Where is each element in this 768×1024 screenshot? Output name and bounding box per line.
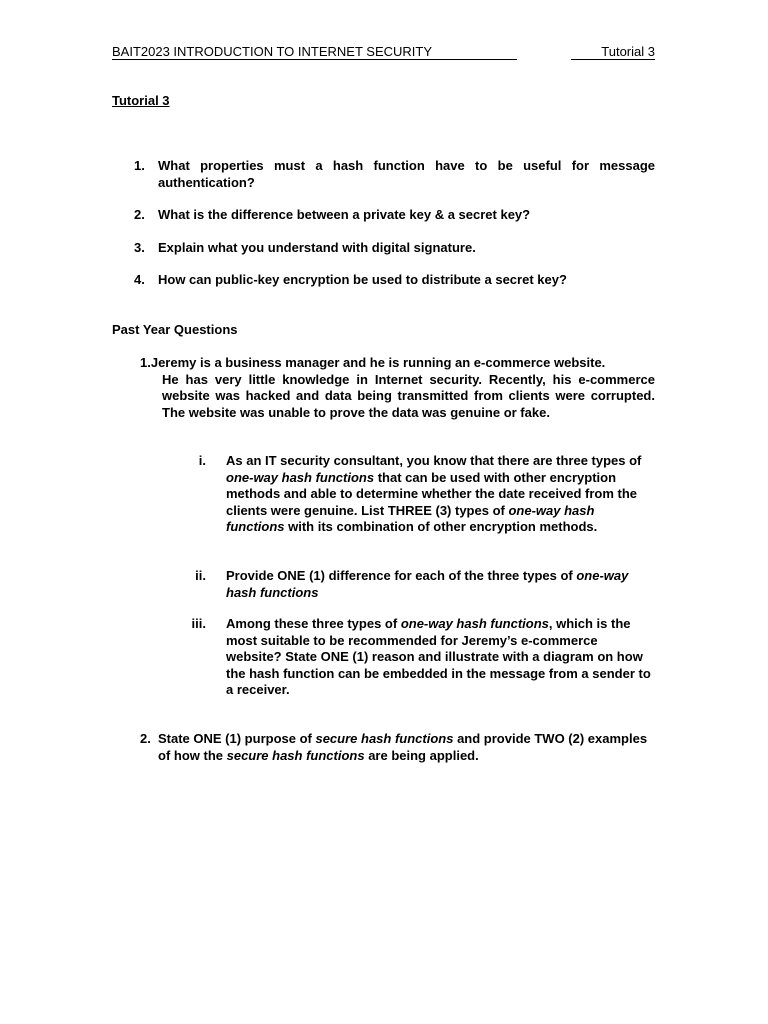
- question-2: [134, 207, 655, 224]
- tutorial-questions: [134, 158, 655, 305]
- sub-question-text: Provide ONE (1) difference for each of the three types of one-way hash functions: [226, 568, 629, 600]
- question-3: [134, 240, 655, 257]
- past-year-question-2: [140, 731, 660, 764]
- sub-question-text: Among these three types of one-way hash functions, which is the most suitable to be recommended for Jeremy’s e-commerce website? State ONE (1) reason and illustrate with a diagram on how the hash function can be embedded in the message from a sender to a receiver.: [226, 616, 651, 697]
- sub-question-number: ii.: [195, 568, 206, 583]
- past-year-question-1: [140, 355, 655, 421]
- page-title: Tutorial 3: [112, 93, 170, 108]
- header-underline: [112, 59, 517, 60]
- question-text: How can public-key encryption be used to distribute a secret key?: [158, 272, 567, 287]
- question-text: What properties must a hash function have to be useful for message authentication?: [158, 158, 655, 190]
- question-lead: 1.Jeremy is a business manager and he is running an e-commerce website.: [140, 355, 606, 370]
- question-number: 1.: [134, 158, 145, 173]
- question-4: [134, 272, 655, 289]
- question-number: 2.: [134, 207, 145, 222]
- question-number: 3.: [134, 239, 145, 255]
- sub-question-number: i.: [198, 453, 206, 468]
- sub-question-text: As an IT security consultant, you know that there are three types of one-way hash functions that can be used with other encryption methods and able to determine whether the date received from the clients were genuine. List THREE (3) types of one-way hash functions with its combination of other encryption methods.: [226, 453, 642, 534]
- question-text: State ONE (1) purpose of secure hash functions and provide TWO (2) examples of how the secure hash functions are being applied.: [158, 731, 648, 763]
- question-text: Explain what you understand with digital signature.: [158, 239, 476, 255]
- header-underline-right: [571, 59, 655, 60]
- question-body: He has very little knowledge in Internet security. Recently, his e-commerce website was hacked and data being transmitted from clients were corrupted. The website was unable to prove the data was genuine or fake.: [162, 371, 655, 420]
- question-1: [134, 158, 655, 191]
- course-title: BAIT2023 INTRODUCTION TO INTERNET SECURITY: [112, 44, 432, 59]
- sub-question-number: iii.: [191, 616, 206, 631]
- header-tutorial-label: Tutorial 3: [601, 44, 655, 59]
- question-number: 2.: [140, 731, 151, 746]
- past-year-heading: Past Year Questions: [112, 322, 238, 337]
- question-text: What is the difference between a private key & a secret key?: [158, 207, 531, 222]
- question-number: 4.: [134, 272, 145, 287]
